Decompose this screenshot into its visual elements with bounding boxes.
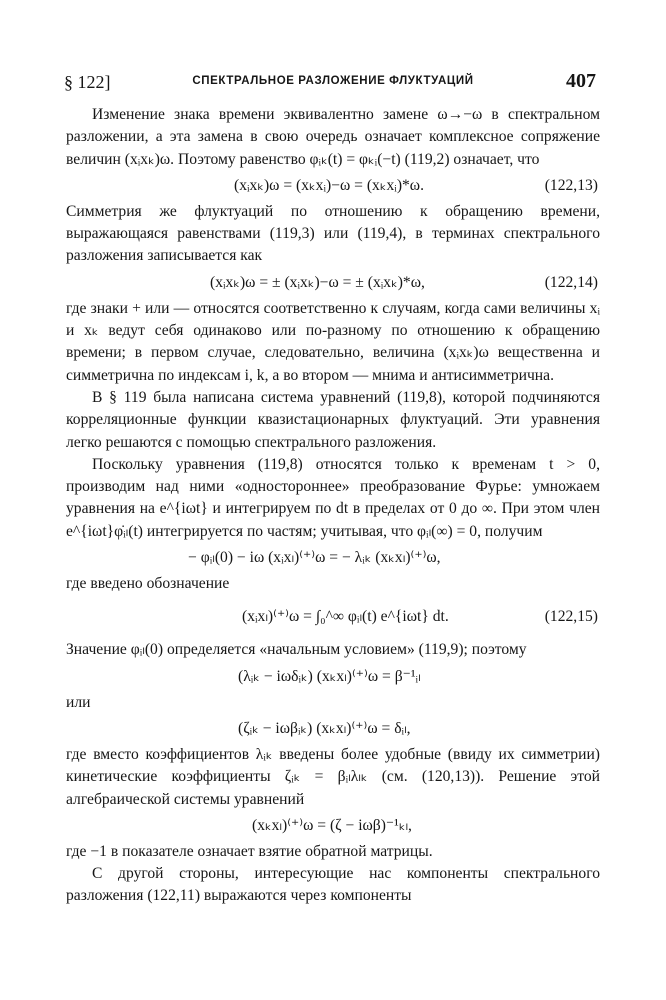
equation-body: (ζᵢₖ − iωβᵢₖ) (xₖxₗ)⁽⁺⁾ω = δᵢₗ, [238, 719, 411, 737]
paragraph-1: Изменение знака времени эквивалентно замене ω→−ω в спектральном разложении, а эта замена в свою очередь означает комплексное сопряжение величин (xᵢxₖ)ω. Поэтому равенство φᵢₖ(t) = φₖᵢ(−t) (119,2) означает, что [66, 106, 600, 168]
equation-body: − φᵢₗ(0) − iω (xᵢxₗ)⁽⁺⁾ω = − λᵢₖ (xₖxₗ)⁽⁺⁾ω, [188, 549, 441, 567]
paragraph-8: или [66, 693, 91, 711]
equation-lambda [66, 662, 600, 692]
paragraph-6: где введено обозначение [66, 575, 230, 593]
equation-number: (122,14) [544, 273, 598, 291]
equation-zeta [66, 714, 600, 744]
equation-transformed [66, 543, 600, 573]
running-title: СПЕКТРАЛЬНОЕ РАЗЛОЖЕНИЕ ФЛУКТУАЦИЙ [192, 75, 474, 87]
section-reference: § 122] [64, 72, 111, 92]
equation-number: (122,13) [544, 176, 598, 194]
paragraph-9: где вместо коэффициентов λᵢₖ введены более удобные (ввиду их симметрии) кинетические коэффициенты ζᵢₖ = βᵢₗλₗₖ (см. (120,13)). Решение этой алгебраической системы уравнений [66, 745, 600, 808]
paragraph-4: В § 119 была написана система уравнений (119,8), которой подчиняются корреляционные функции квазистационарных флуктуаций. Эти уравнения легко решаются с помощью спектрального разложения. [66, 388, 600, 451]
equation-body: (xᵢxₖ)ω = (xₖxᵢ)−ω = (xₖxᵢ)*ω. [234, 176, 424, 194]
equation-body: (xₖxₗ)⁽⁺⁾ω = (ζ − iωβ)⁻¹ₖₗ, [252, 816, 412, 834]
equation-number: (122,15) [544, 608, 598, 626]
equation-body: (λᵢₖ − iωδᵢₖ) (xₖxₗ)⁽⁺⁾ω = β⁻¹ᵢₗ [238, 667, 421, 685]
equation-122-14 [66, 268, 600, 298]
paragraph-11: С другой стороны, интересующие нас компоненты спектрального разложения (122,11) выражаются через компоненты [66, 865, 600, 905]
paragraph-5: Поскольку уравнения (119,8) относятся только к временам t > 0, производим над ними «одностороннее» преобразование Фурье: умножаем уравнения на e^{iωt} и интегрируем по dt в пределах от 0 до ∞. При этом член e^{iωt}φ̇ᵢₗ(t) интегрируется по частям; учитывая, что φᵢₗ(∞) = 0, получим [66, 455, 600, 540]
equation-122-13 [66, 171, 600, 201]
running-header [64, 70, 602, 98]
page-number: 407 [566, 70, 596, 92]
paragraph-7: Значение φᵢₗ(0) определяется «начальным условием» (119,9); поэтому [66, 641, 527, 659]
main-text [66, 104, 600, 908]
paragraph-3: где знаки + или — относятся соответственно к случаям, когда сами величины xᵢ и xₖ ведут себя одинаково или по-разному по отношению к обращению времени; в первом случае, следовательно, величина (xᵢxₖ)ω вещественна и симметрична по индексам i, k, а во втором — мнима и антисимметрична. [66, 299, 600, 384]
paragraph-2: Симметрия же флуктуаций по отношению к обращению времени, выражающаяся равенствами (119,3) или (119,4), в терминах спектрального разложения записывается как [66, 202, 600, 265]
equation-solution [66, 811, 600, 841]
paragraph-10: где −1 в показателе означает взятие обратной матрицы. [66, 842, 433, 860]
equation-body: (xᵢxₖ)ω = ± (xᵢxₖ)−ω = ± (xᵢxₖ)*ω, [210, 273, 425, 291]
equation-122-15 [66, 595, 600, 639]
equation-body: (xᵢxₗ)⁽⁺⁾ω = ∫₀^∞ φᵢₗ(t) e^{iωt} dt. [242, 608, 449, 626]
